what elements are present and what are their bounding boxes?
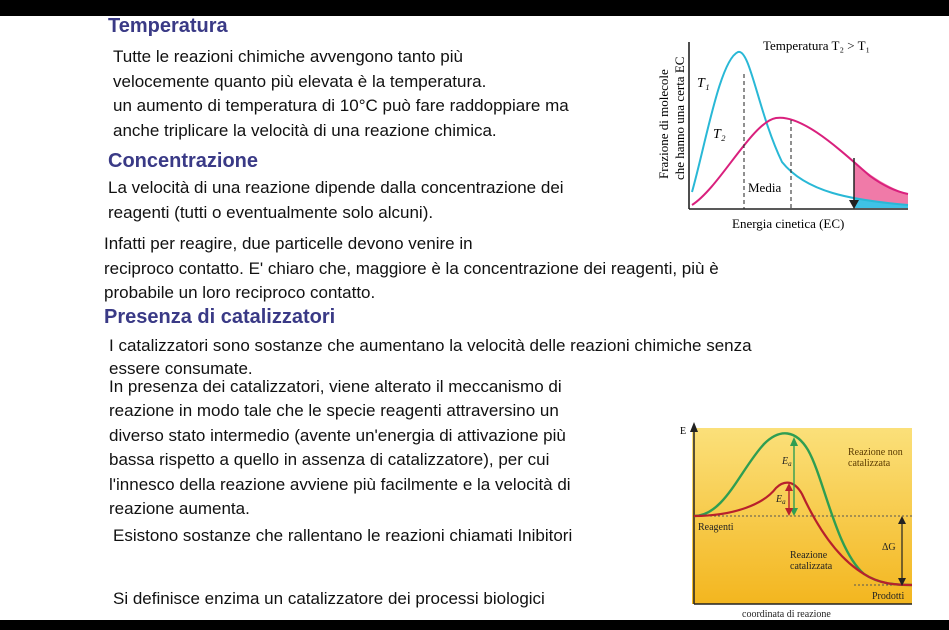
text-line: reciproco contatto. E' chiaro che, maggiore è la concentrazione dei reagenti, più è xyxy=(104,258,719,278)
y-axis-arrow-head xyxy=(690,422,698,432)
text-line: In presenza dei catalizzatori, viene alterato il meccanismo di xyxy=(109,377,562,396)
catalyzed-label-1: Reazione xyxy=(790,550,828,561)
paragraph-meccanismo xyxy=(109,375,571,521)
ea-label-main: E xyxy=(776,494,783,505)
heading-catalizzatori: Presenza di catalizzatori xyxy=(104,306,336,328)
paragraph-contatto xyxy=(104,232,719,306)
text-line: Esistono sostanze che rallentano le reazioni chiamati Inibitori xyxy=(113,526,573,545)
text-line: I catalizzatori sono sostanze che aumentano la velocità delle reazioni chimiche senza xyxy=(109,336,752,355)
ea-label-main: E xyxy=(782,456,789,467)
text-line: un aumento di temperatura di 10°C può fare raddoppiare ma xyxy=(113,96,569,116)
media-label: Media xyxy=(748,180,782,195)
text-line: reazione in modo tale che le specie reagenti attraversino un xyxy=(109,401,559,421)
text-enzima xyxy=(113,587,545,612)
text-line: Tutte le reazioni chimiche avvengono tanto più xyxy=(113,47,463,66)
paragraph-concentrazione xyxy=(108,176,564,225)
x-axis-label: coordinata di reazione xyxy=(742,609,831,620)
top-black-bar xyxy=(0,0,949,16)
text-line: l'innesco della reazione avviene più facilmente e la velocità di xyxy=(109,474,571,494)
figure-distribuzione-energia xyxy=(640,22,940,240)
uncatalyzed-label-1: Reazione non xyxy=(848,447,903,458)
y-label-line1: Frazione di molecole xyxy=(656,69,671,179)
text-line: Si definisce enzima un catalizzatore dei processi biologici xyxy=(113,589,545,608)
text-line: La velocità di una reazione dipende dalla concentrazione dei xyxy=(108,178,564,197)
text-line: reazione aumenta. xyxy=(109,499,250,519)
text-line: anche triplicare la velocità di una reazione chimica. xyxy=(113,120,497,140)
text-line: essere consumate. xyxy=(109,359,253,378)
ea-label-sub: a xyxy=(788,460,792,468)
text-line: probabile un loro reciproco contatto. xyxy=(104,283,376,303)
y-label-line2: che hanno una certa EC xyxy=(672,56,687,180)
curve-t2-label: T₂ xyxy=(713,127,726,142)
x-axis-label: Energia cinetica (EC) xyxy=(732,216,845,231)
paragraph-catalizzatori-intro xyxy=(109,334,752,380)
text-line: Infatti per reagire, due particelle devono venire in xyxy=(104,234,473,253)
text-line: velocemente quanto più elevata è la temperatura. xyxy=(113,71,487,91)
text-inibitori xyxy=(113,524,572,549)
prodotti-label: Prodotti xyxy=(872,591,905,602)
legend-label: Temperatura T₂ > T₁ xyxy=(763,38,871,53)
uncatalyzed-label-2: catalizzata xyxy=(848,458,891,469)
curve-t1-label: T₁ xyxy=(697,76,710,91)
catalyzed-label-2: catalizzata xyxy=(790,561,833,572)
y-axis-label: E xyxy=(680,426,687,437)
heading-concentrazione: Concentrazione xyxy=(108,150,259,172)
ea-label-sub: a xyxy=(782,498,786,506)
figure-profilo-energetico xyxy=(674,420,914,622)
delta-g-label: ΔG xyxy=(882,542,896,553)
heading-temperatura: Temperatura xyxy=(108,15,228,37)
paragraph-temperatura xyxy=(113,45,569,143)
bottom-black-bar xyxy=(0,620,949,630)
reagenti-label: Reagenti xyxy=(698,522,734,533)
text-line: bassa rispetto a quello in assenza di catalizzatore), per cui xyxy=(109,450,550,470)
text-line: reagenti (tutti o eventualmente solo alcuni). xyxy=(108,202,434,222)
text-line: diverso stato intermedio (avente un'energia di attivazione più xyxy=(109,425,566,445)
